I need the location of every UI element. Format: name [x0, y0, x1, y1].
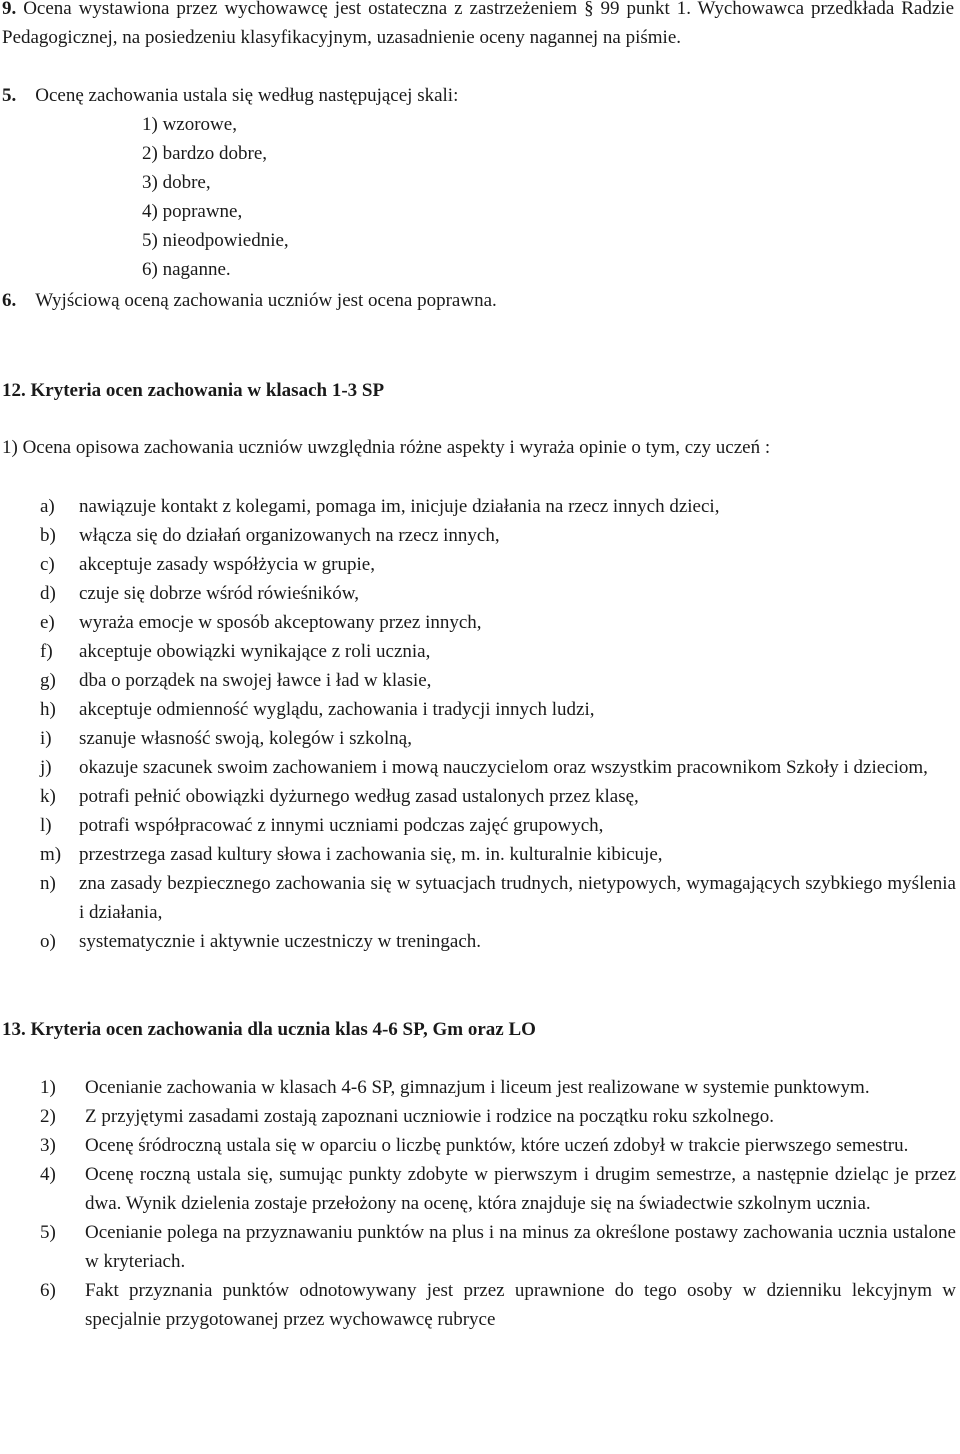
list-item: h) akceptuje odmienność wyglądu, zachowania i tradycji innych ludzi, [40, 699, 595, 720]
list-item: i) szanuje własność swoją, kolegów i szkolną, [40, 728, 412, 749]
list-item: 1) Ocenianie zachowania w klasach 4-6 SP, gimnazjum i liceum jest realizowane w systemie punktowym. [40, 1077, 870, 1098]
section-13-rules-list [40, 1073, 956, 1334]
list-item: n) zna zasady bezpiecznego zachowania się w sytuacjach trudnych, nietypowych, wymagających szybkiego myślenia i działania, [40, 873, 956, 923]
list-item: o) systematycznie i aktywnie uczestniczy w treningach. [40, 931, 482, 952]
item-9-number: 9. [2, 0, 17, 19]
section-12-criteria-list [40, 492, 956, 956]
list-item: 6) Fakt przyznania punktów odnotowywany jest przez uprawnione do tego osoby w dzienniku lekcyjnym w specjalnie przygotowanej przez wychowawcę rubryce [40, 1280, 956, 1330]
list-item: k) potrafi pełnić obowiązki dyżurnego według zasad ustalonych przez klasę, [40, 786, 639, 807]
item-6-number: 6. [2, 290, 17, 311]
list-item: 3) Ocenę śródroczną ustala się w oparciu o liczbę punktów, które uczeń zdobył w trakcie pierwszego semestru. [40, 1135, 909, 1156]
paragraph-item-6 [2, 286, 960, 315]
list-item: c) akceptuje zasady współżycia w grupie, [40, 554, 375, 575]
item-5-text: Ocenę zachowania ustala się według następującej skali: [35, 85, 459, 106]
list-item: 5) Ocenianie polega na przyznawaniu punktów na plus i na minus za określone postawy zachowania ucznia ustalone w kryteriach. [40, 1222, 956, 1272]
scale-item: 5) nieodpowiednie, [142, 230, 289, 251]
scale-item: 4) poprawne, [142, 201, 243, 222]
scale-item: 1) wzorowe, [142, 114, 237, 135]
scale-item: 3) dobre, [142, 172, 211, 193]
section-12-heading: 12. Kryteria ocen zachowania w klasach 1-3 SP [2, 380, 385, 401]
list-item: a) nawiązuje kontakt z kolegami, pomaga im, inicjuje działania na rzecz innych dzieci, [40, 496, 720, 517]
list-item: f) akceptuje obowiązki wynikające z roli ucznia, [40, 641, 431, 662]
scale-item: 2) bardzo dobre, [142, 143, 268, 164]
list-item: j) okazuje szacunek swoim zachowaniem i mową nauczycielom oraz wszystkim pracownikom Szkoły i dzieciom, [40, 757, 928, 778]
list-item: b) włącza się do działań organizowanych na rzecz innych, [40, 525, 500, 546]
item-5-number: 5. [2, 85, 17, 106]
list-item: 4) Ocenę roczną ustala się, sumując punkty zdobyte w pierwszym i drugim semestrze, a następnie dzieląc je przez dwa. Wynik dzielenia zostaje przełożony na ocenę, która znajduje się na świadectwie szkolnym ucznia. [40, 1164, 956, 1214]
list-item: m) przestrzega zasad kultury słowa i zachowania się, m. in. kulturalnie kibicuje, [40, 844, 663, 865]
paragraph-item-5 [2, 81, 960, 110]
section-13-heading: 13. Kryteria ocen zachowania dla ucznia klas 4-6 SP, Gm oraz LO [2, 1019, 536, 1040]
list-item: 2) Z przyjętymi zasadami zostają zapoznani uczniowie i rodzice na początku roku szkolnego. [40, 1106, 775, 1127]
item-9-text: Ocena wystawiona przez wychowawcę jest ostateczna z zastrzeżeniem § 99 punkt 1. Wychowawca przedkłada Radzie Pedagogicznej, na posiedzeniu klasyfikacyjnym, uzasadnienie oceny nagannej na piśmie. [2, 0, 954, 48]
list-item: l) potrafi współpracować z innymi uczniami podczas zajęć grupowych, [40, 815, 604, 836]
grade-scale-list [142, 110, 960, 284]
item-6-text: Wyjściową oceną zachowania uczniów jest ocena poprawna. [35, 290, 497, 311]
section-12-intro: 1) Ocena opisowa zachowania uczniów uwzględnia różne aspekty i wyraża opinie o tym, czy uczeń : [2, 437, 771, 458]
list-item: g) dba o porządek na swojej ławce i ład w klasie, [40, 670, 432, 691]
paragraph-item-9 [2, 0, 954, 52]
scale-item: 6) naganne. [142, 259, 231, 280]
section-12 [2, 376, 960, 405]
list-item: d) czuje się dobrze wśród rówieśników, [40, 583, 359, 604]
list-item: e) wyraża emocje w sposób akceptowany przez innych, [40, 612, 482, 633]
section-13 [2, 1015, 960, 1044]
